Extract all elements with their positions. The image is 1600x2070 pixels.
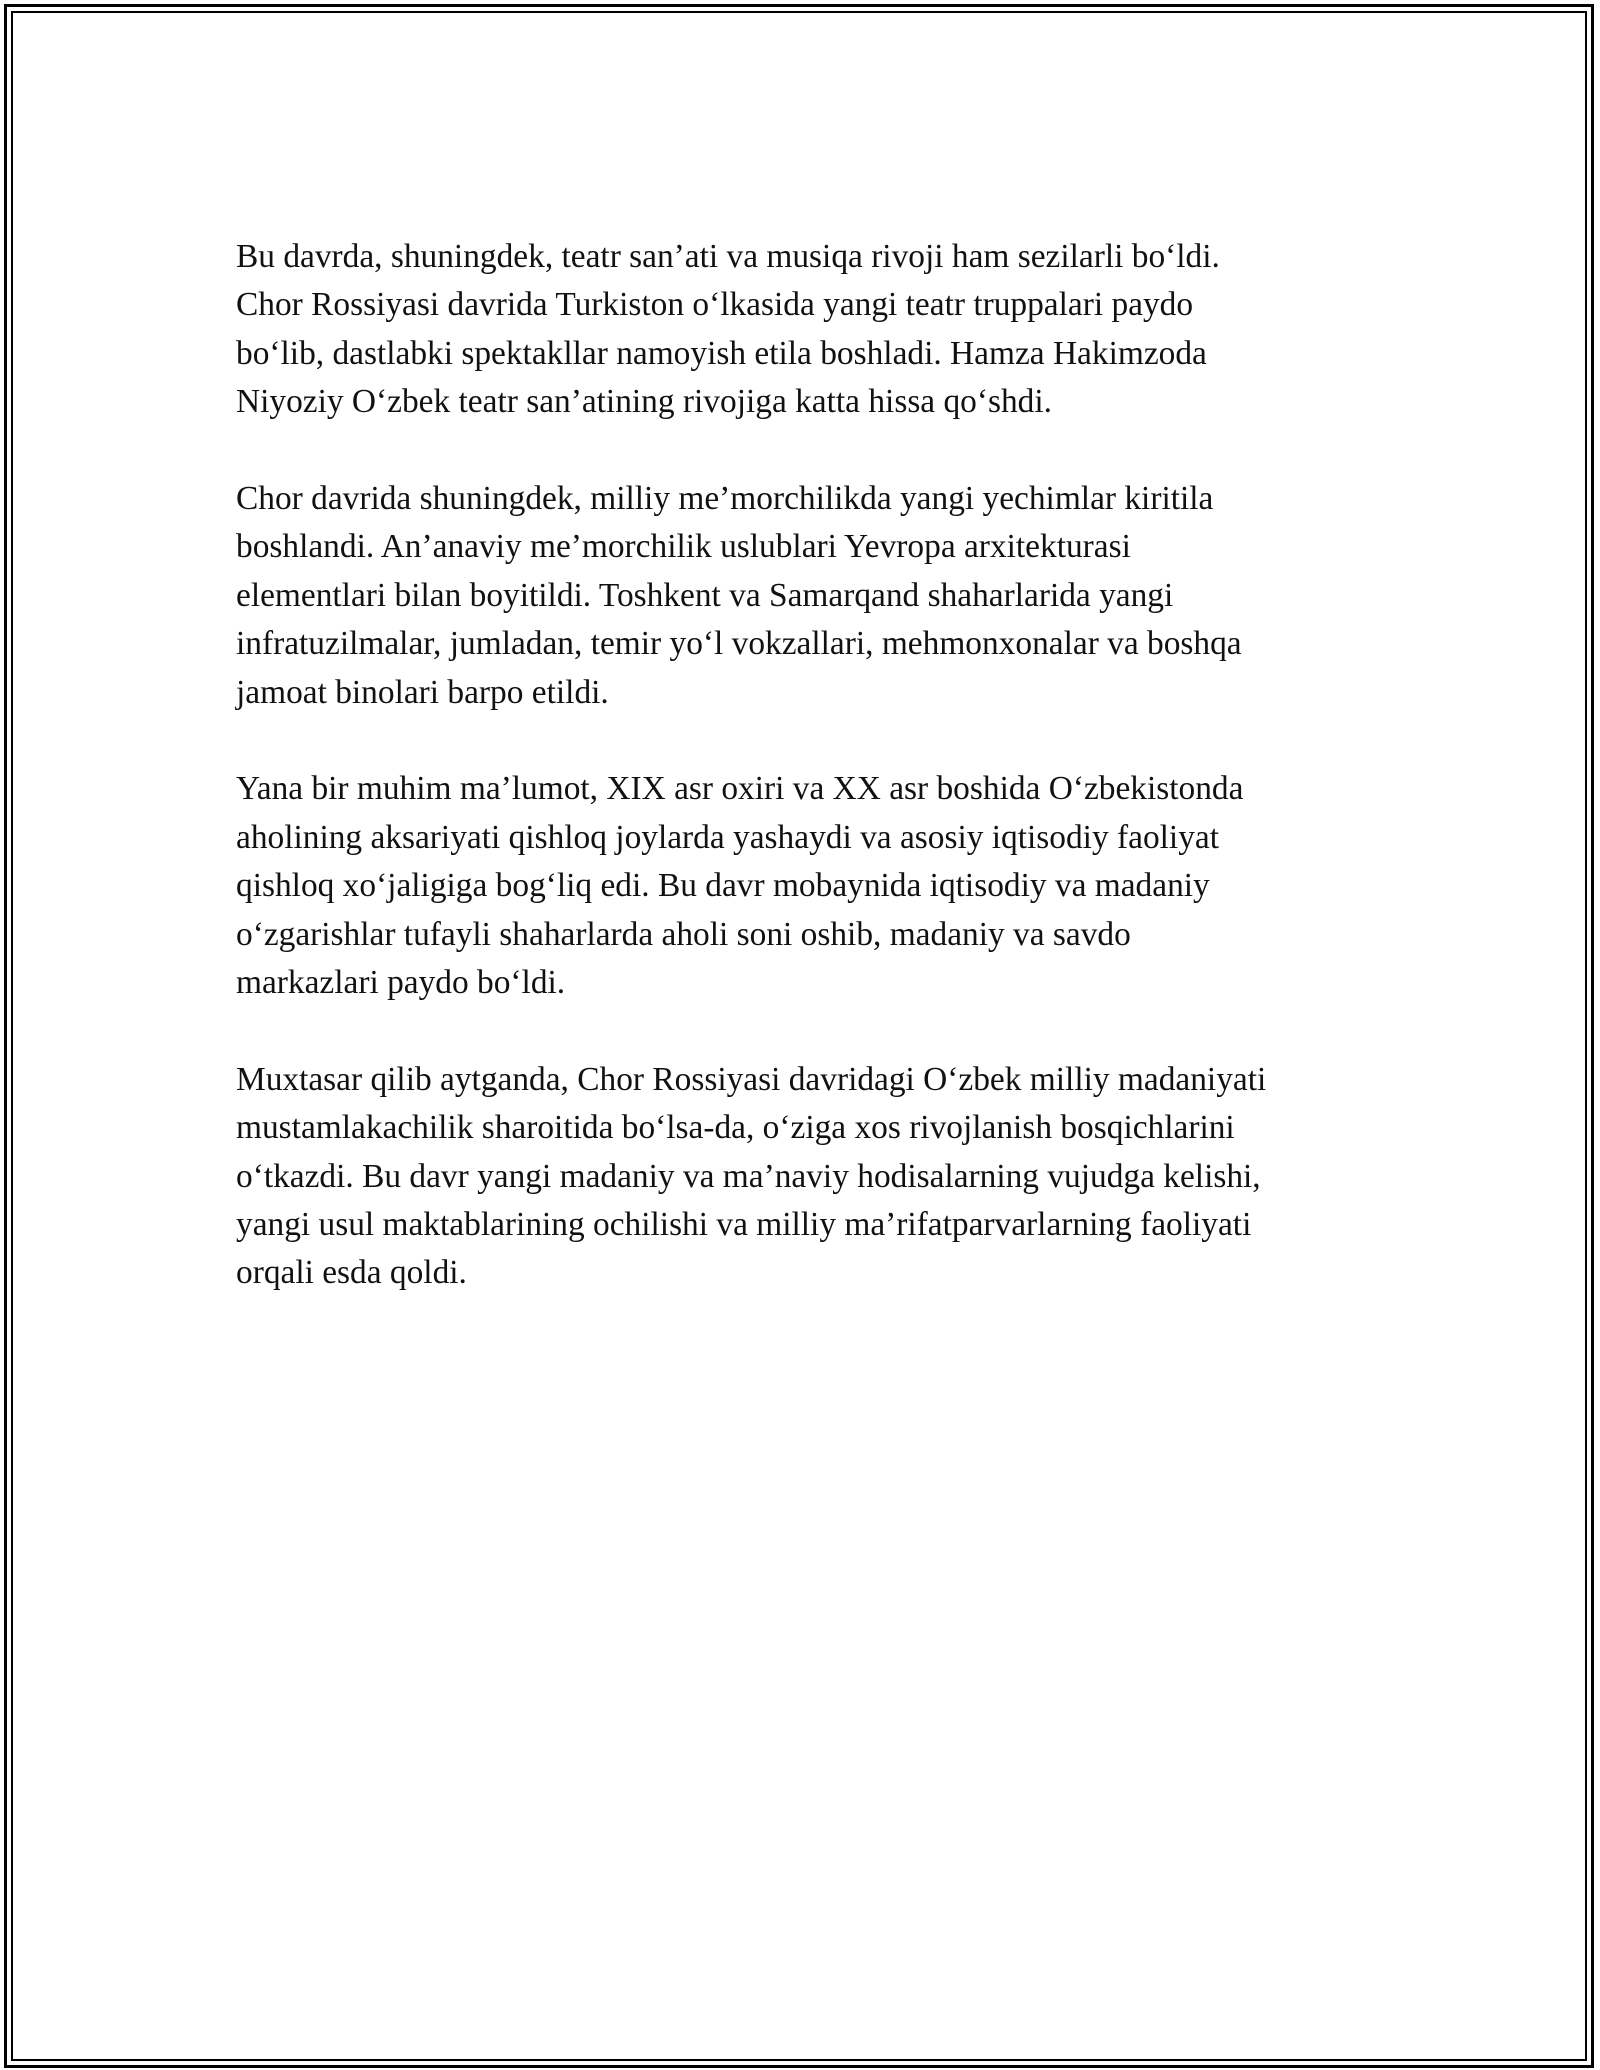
text-line: infratuzilmalar, jumladan, temir yo‘l vokzallari, mehmonxonalar va boshqa <box>236 625 1242 663</box>
text-line: o‘zgarishlar tufayli shaharlarda aholi soni oshib, madaniy va savdo <box>236 915 1131 953</box>
text-line: Chor davrida shuningdek, milliy me’morchilikda yangi yechimlar kiritila <box>236 480 1214 518</box>
text-line: Muxtasar qilib aytganda, Chor Rossiyasi davridagi O‘zbek milliy madaniyati <box>236 1060 1267 1098</box>
paragraph-theatre <box>236 233 1386 427</box>
text-line: Niyoziy O‘zbek teatr san’atining rivojiga katta hissa qo‘shdi. <box>236 383 1052 421</box>
text-line: aholining aksariyati qishloq joylarda yashaydi va asosiy iqtisodiy faoliyat <box>236 818 1219 856</box>
text-line: Chor Rossiyasi davrida Turkiston o‘lkasida yangi teatr truppalari paydo <box>236 286 1194 324</box>
text-line: Bu davrda, shuningdek, teatr san’ati va musiqa rivoji ham sezilarli bo‘ldi. <box>236 238 1220 275</box>
text-line: Yana bir muhim ma’lumot, XIX asr oxiri va XX asr boshida O‘zbekistonda <box>236 770 1244 808</box>
text-line: qishloq xo‘jaligiga bog‘liq edi. Bu davr mobaynida iqtisodiy va madaniy <box>236 867 1210 905</box>
text-line: mustamlakachilik sharoitida bo‘lsa-da, o‘ziga xos rivojlanish bosqichlarini <box>236 1109 1235 1147</box>
text-line: elementlari bilan boyitildi. Toshkent va Samarqand shaharlarida yangi <box>236 576 1174 614</box>
document-body <box>236 233 1386 1346</box>
paragraph-architecture <box>236 475 1386 717</box>
text-line: jamoat binolari barpo etildi. <box>236 673 609 711</box>
text-line: bo‘lib, dastlabki spektakllar namoyish etila boshladi. Hamza Hakimzoda <box>236 334 1207 372</box>
text-line: yangi usul maktablarining ochilishi va milliy ma’rifatparvarlarning faoliyati <box>236 1206 1252 1244</box>
paragraph-summary <box>236 1056 1386 1298</box>
text-line: markazlari paydo bo‘ldi. <box>236 964 566 1002</box>
text-line: orqali esda qoldi. <box>236 1254 467 1292</box>
text-line: boshlandi. An’anaviy me’morchilik uslublari Yevropa arxitekturasi <box>236 528 1131 566</box>
text-line: o‘tkazdi. Bu davr yangi madaniy va ma’naviy hodisalarning vujudga kelishi, <box>236 1157 1261 1195</box>
paragraph-population <box>236 765 1386 1007</box>
